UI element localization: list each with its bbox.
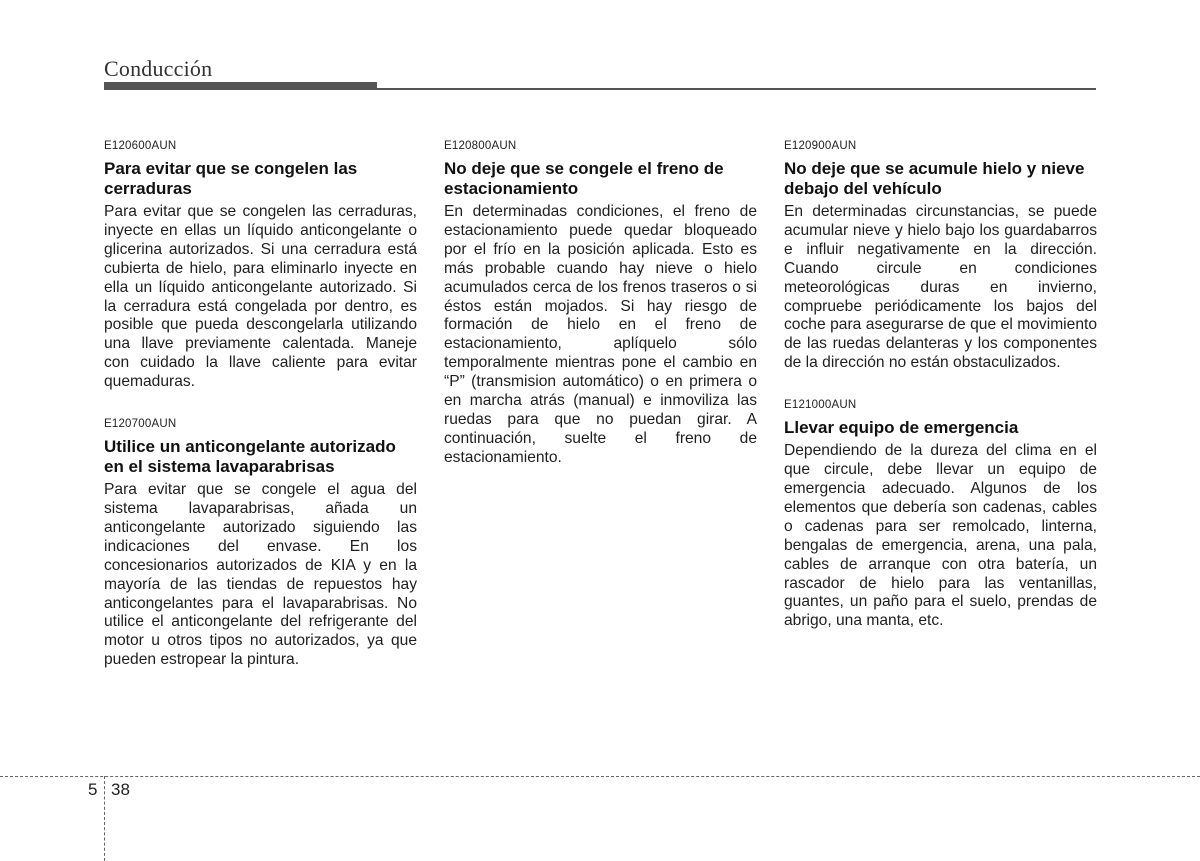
section-emergency-equipment <box>784 399 1097 631</box>
section-heading: No deje que se congele el freno de estacionamiento <box>444 159 724 198</box>
section-parking-brake <box>444 140 757 468</box>
section-heading: Para evitar que se congelen las cerraduras <box>104 159 358 198</box>
column-3 <box>784 140 1097 657</box>
section-body: Dependiendo de la dureza del clima en el que circule, debe llevar un equipo de emergencia adecuado. Algunos de los elementos que debería son cadenas, cables o cadenas para ser remolcado, linterna, bengalas de emergencia, arena, una pala, cables de arranque con otra batería, un rascador de hielo para las ventanillas, guantes, un paño para el suelo, prendas de abrigo, una manta, etc. <box>784 442 1097 630</box>
section-body: En determinadas circunstancias, se puede acumular nieve y hielo bajo los guardabarros e influir negativamente en la dirección. Cuando circule en condiciones meteorológicas duras en invierno, compruebe periódicamente los bajos del coche para asegurarse de que el movimiento de las ruedas delanteras y los componentes de la dirección no están obstaculizados. <box>784 203 1097 372</box>
section-lock-freeze <box>104 140 417 392</box>
section-code: E121000AUN <box>784 399 857 412</box>
section-code: E120600AUN <box>104 140 177 152</box>
column-2 <box>444 140 757 494</box>
column-1 <box>104 140 417 696</box>
section-body: Para evitar que se congele el agua del sistema lavaparabrisas, añada un anticongelante autorizado siguiendo las indicaciones del envase. En los concesionarios autorizados de KIA y en la mayoría de las tiendas de repuestos hay anticongelantes para el lavaparabrisas. No utilice el anticongelante del refrigerante del motor u otros tipos no autorizados, ya que pueden estropear la pintura. <box>104 481 417 669</box>
section-code: E120800AUN <box>444 140 517 152</box>
section-body: En determinadas condiciones, el freno de estacionamiento puede quedar bloqueado por el frío en la posición aplicada. Esto es más probable cuando hay nieve o hielo acumulados cerca de los frenos traseros o si éstos están mojados. Si hay riesgo de formación de hielo en el freno de estacionamiento, aplíquelo sólo temporalmente mientras pone el cambio en “P” (transmision automático) o en primera o en marcha atrás (manual) e inmoviliza las ruedas para que no puedan girar. A continuación, suelte el freno de estacionamiento. <box>444 203 757 466</box>
footer-vertical-rule <box>104 776 105 861</box>
chapter-number: 5 <box>88 780 98 799</box>
header-rule-thin <box>377 88 1096 90</box>
header-rule-thick <box>104 82 377 90</box>
section-washer-antifreeze <box>104 418 417 670</box>
section-body: Para evitar que se congelen las cerraduras, inyecte en ellas un líquido anticongelante o glicerina autorizados. Si una cerradura está cubierta de hielo, para eliminarlo inyecte en ella un líquido anticongelante autorizado. Si la cerradura está congelada por dentro, es posible que pueda descongelarla utilizando una llave previamente calentada. Maneje con cuidado la llave caliente para evitar quemaduras. <box>104 203 417 391</box>
footer-dashed-rule <box>0 776 1200 777</box>
section-heading: Utilice un anticongelante autorizado en el sistema lavaparabrisas <box>104 437 396 477</box>
section-heading: Llevar equipo de emergencia <box>784 418 1019 438</box>
page-title: Conducción <box>104 56 213 81</box>
section-code: E120900AUN <box>784 140 857 152</box>
section-heading: No deje que se acumule hielo y nieve debajo del vehículo <box>784 159 1085 198</box>
section-ice-under-vehicle <box>784 140 1097 373</box>
page-number: 38 <box>111 780 130 799</box>
section-code: E120700AUN <box>104 418 177 431</box>
